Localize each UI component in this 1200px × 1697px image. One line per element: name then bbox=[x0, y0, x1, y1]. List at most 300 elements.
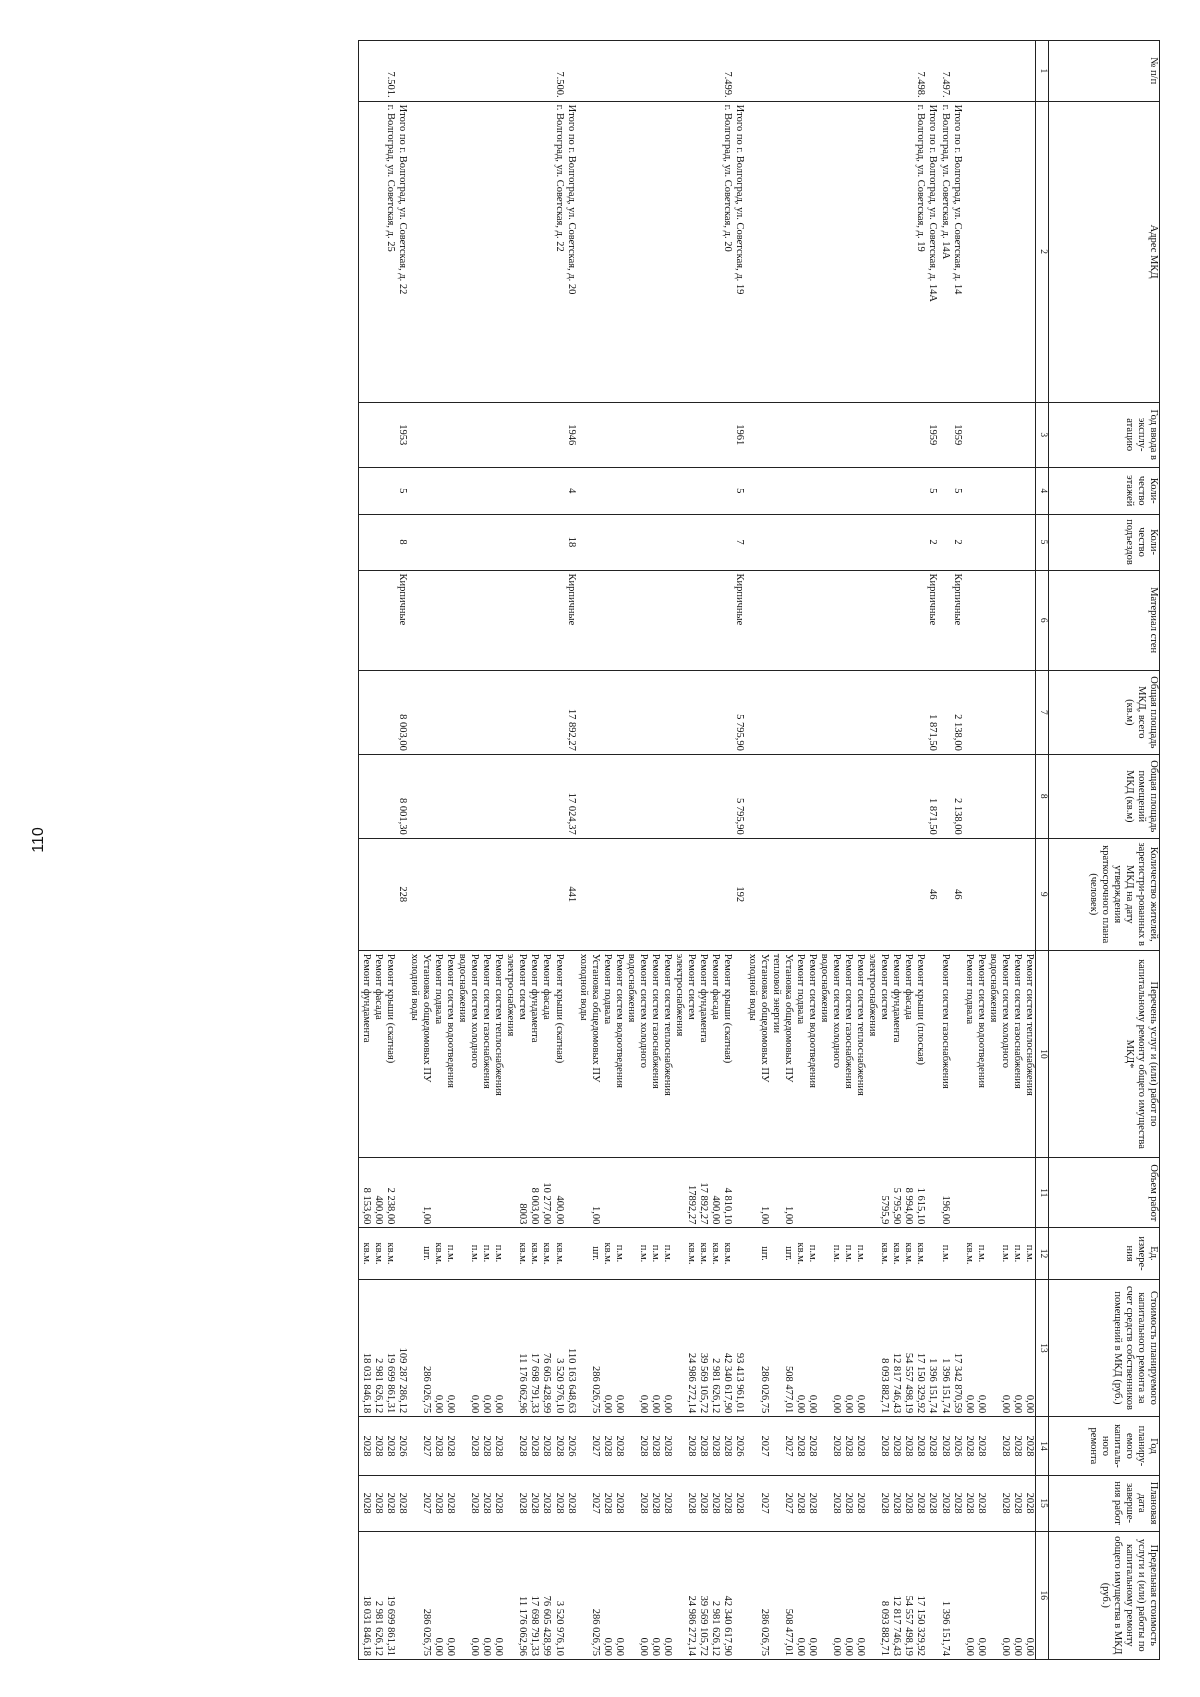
row-number-cell bbox=[890, 41, 902, 102]
entrances-cell bbox=[601, 514, 613, 570]
max-cost-cell: 0,00 bbox=[492, 1531, 504, 1659]
table-row bbox=[830, 41, 842, 1660]
unit-cell: шт. bbox=[758, 1228, 770, 1279]
wall-material-cell bbox=[782, 570, 794, 670]
table-row bbox=[842, 41, 854, 1660]
total-area-cell bbox=[746, 670, 758, 754]
address-cell bbox=[589, 101, 601, 402]
floors-cell: 4 bbox=[565, 467, 577, 514]
address-cell bbox=[637, 101, 649, 402]
table-row bbox=[721, 41, 733, 1660]
wall-material-cell: Кирпичные bbox=[565, 570, 577, 670]
unit-cell bbox=[625, 1228, 637, 1279]
max-cost-cell: 0,00 bbox=[794, 1531, 806, 1659]
max-cost-cell bbox=[408, 1531, 420, 1659]
max-cost-cell: 8 093 882,71 bbox=[878, 1531, 890, 1659]
year-built-cell bbox=[528, 402, 540, 467]
work-type-cell: Ремонт систем газоснабжения bbox=[842, 950, 854, 1158]
row-number-cell bbox=[794, 41, 806, 102]
unit-cell: п.м. bbox=[999, 1228, 1011, 1279]
year-built-cell bbox=[661, 402, 673, 467]
planned-year-cell: 2028 bbox=[492, 1417, 504, 1475]
wall-material-cell bbox=[540, 570, 552, 670]
floors-cell bbox=[516, 467, 528, 514]
total-area-cell bbox=[854, 670, 866, 754]
premises-area-cell bbox=[504, 754, 516, 838]
table-row bbox=[866, 41, 878, 1660]
year-built-cell bbox=[359, 402, 372, 467]
repair-cost-cell: 286 026,75 bbox=[589, 1279, 601, 1417]
total-area-cell bbox=[528, 670, 540, 754]
address-cell: г. Волгоград, ул. Советская, д. 20 bbox=[721, 101, 733, 402]
work-type-cell: Ремонт систем bbox=[516, 950, 528, 1158]
entrances-cell bbox=[480, 514, 492, 570]
year-built-cell: 1953 bbox=[396, 402, 408, 467]
premises-area-cell bbox=[577, 754, 589, 838]
work-volume-cell: 1,00 bbox=[758, 1158, 770, 1228]
unit-cell: п.м. bbox=[468, 1228, 480, 1279]
planned-year-cell bbox=[746, 1417, 758, 1475]
row-number-cell bbox=[565, 41, 577, 102]
work-volume-cell bbox=[770, 1158, 782, 1228]
wall-material-cell bbox=[939, 570, 951, 670]
table-row bbox=[878, 41, 890, 1660]
year-built-cell bbox=[625, 402, 637, 467]
entrances-cell bbox=[577, 514, 589, 570]
planned-year-cell: 2027 bbox=[758, 1417, 770, 1475]
work-type-cell: Ремонт систем водоотведения bbox=[613, 950, 625, 1158]
max-cost-cell bbox=[504, 1531, 516, 1659]
premises-area-cell bbox=[372, 754, 384, 838]
entrances-cell bbox=[1023, 514, 1036, 570]
planned-year-cell: 2028 bbox=[963, 1417, 975, 1475]
work-type-cell: Ремонт подвала bbox=[794, 950, 806, 1158]
work-type-cell: Ремонт систем теплоснабжения bbox=[492, 950, 504, 1158]
header-cell: Объем работ bbox=[1049, 1158, 1160, 1228]
wall-material-cell bbox=[794, 570, 806, 670]
header-cell: Адрес МКД bbox=[1049, 101, 1160, 402]
floors-cell bbox=[553, 467, 565, 514]
max-cost-cell bbox=[577, 1531, 589, 1659]
residents-cell bbox=[613, 838, 625, 950]
row-number-cell bbox=[830, 41, 842, 102]
repair-cost-cell bbox=[408, 1279, 420, 1417]
entrances-cell bbox=[420, 514, 432, 570]
premises-area-cell bbox=[806, 754, 818, 838]
total-area-cell bbox=[987, 670, 999, 754]
work-volume-cell: 5795,9 bbox=[878, 1158, 890, 1228]
repair-cost-cell bbox=[746, 1279, 758, 1417]
header-cell: Коли-чество этажей bbox=[1049, 467, 1160, 514]
max-cost-cell: 0,00 bbox=[975, 1531, 987, 1659]
address-cell bbox=[1011, 101, 1023, 402]
unit-cell bbox=[746, 1228, 758, 1279]
unit-cell: п.м. bbox=[661, 1228, 673, 1279]
completion-year-cell: 2028 bbox=[432, 1475, 444, 1531]
completion-year-cell: 2028 bbox=[878, 1475, 890, 1531]
premises-area-cell bbox=[987, 754, 999, 838]
max-cost-cell bbox=[866, 1531, 878, 1659]
wall-material-cell bbox=[854, 570, 866, 670]
planned-year-cell: 2028 bbox=[1011, 1417, 1023, 1475]
premises-area-cell bbox=[890, 754, 902, 838]
total-area-cell bbox=[456, 670, 468, 754]
column-number: 4 bbox=[1036, 467, 1049, 514]
work-type-cell: Ремонт систем водоотведения bbox=[975, 950, 987, 1158]
completion-year-cell: 2028 bbox=[709, 1475, 721, 1531]
table-row bbox=[1023, 41, 1036, 1660]
completion-year-cell: 2028 bbox=[999, 1475, 1011, 1531]
premises-area-cell bbox=[384, 754, 396, 838]
planned-year-cell: 2028 bbox=[516, 1417, 528, 1475]
year-built-cell bbox=[890, 402, 902, 467]
work-type-cell: Ремонт систем холодного bbox=[999, 950, 1011, 1158]
total-area-cell bbox=[480, 670, 492, 754]
floors-cell bbox=[963, 467, 975, 514]
planned-year-cell: 2028 bbox=[830, 1417, 842, 1475]
repair-cost-cell: 0,00 bbox=[468, 1279, 480, 1417]
residents-cell bbox=[902, 838, 914, 950]
entrances-cell bbox=[456, 514, 468, 570]
residents-cell: 228 bbox=[396, 838, 408, 950]
row-number-cell bbox=[902, 41, 914, 102]
residents-cell bbox=[975, 838, 987, 950]
completion-year-cell: 2028 bbox=[372, 1475, 384, 1531]
year-built-cell bbox=[709, 402, 721, 467]
work-volume-cell bbox=[577, 1158, 589, 1228]
entrances-cell bbox=[649, 514, 661, 570]
address-cell bbox=[842, 101, 854, 402]
max-cost-cell: 12 817 746,43 bbox=[890, 1531, 902, 1659]
column-number-row bbox=[1036, 41, 1049, 1660]
premises-area-cell bbox=[721, 754, 733, 838]
completion-year-cell: 2027 bbox=[420, 1475, 432, 1531]
address-cell bbox=[516, 101, 528, 402]
entrances-cell bbox=[613, 514, 625, 570]
total-area-cell bbox=[408, 670, 420, 754]
year-built-cell: 1959 bbox=[951, 402, 963, 467]
work-volume-cell bbox=[456, 1158, 468, 1228]
residents-cell bbox=[540, 838, 552, 950]
residents-cell bbox=[673, 838, 685, 950]
address-cell: Итого по г. Волгоград, ул. Советская, д. 14А bbox=[926, 101, 938, 402]
work-type-cell: Ремонт фундамента bbox=[890, 950, 902, 1158]
row-number-cell: 7.498. bbox=[914, 41, 926, 102]
planned-year-cell: 2028 bbox=[854, 1417, 866, 1475]
work-volume-cell bbox=[396, 1158, 408, 1228]
header-cell: Год планиру-емого капиталь-ного ремонта bbox=[1049, 1417, 1160, 1475]
unit-cell: кв.м. bbox=[878, 1228, 890, 1279]
unit-cell: п.м. bbox=[842, 1228, 854, 1279]
table-row bbox=[818, 41, 830, 1660]
unit-cell bbox=[565, 1228, 577, 1279]
completion-year-cell: 2028 bbox=[516, 1475, 528, 1531]
work-volume-cell: 8 153,60 bbox=[359, 1158, 372, 1228]
row-number-cell bbox=[1023, 41, 1036, 102]
max-cost-cell: 1 396 151,74 bbox=[939, 1531, 951, 1659]
planned-year-cell: 2028 bbox=[432, 1417, 444, 1475]
premises-area-cell bbox=[842, 754, 854, 838]
address-cell: г. Волгоград, ул. Советская, д. 25 bbox=[384, 101, 396, 402]
floors-cell bbox=[830, 467, 842, 514]
table-row bbox=[408, 41, 420, 1660]
table-row bbox=[577, 41, 589, 1660]
residents-cell bbox=[528, 838, 540, 950]
column-number: 10 bbox=[1036, 950, 1049, 1158]
column-number: 11 bbox=[1036, 1158, 1049, 1228]
column-number: 9 bbox=[1036, 838, 1049, 950]
address-cell: г. Волгоград, ул. Советская, д. 22 bbox=[553, 101, 565, 402]
work-type-cell: Ремонт систем теплоснабжения bbox=[854, 950, 866, 1158]
address-cell: Итого по г. Волгоград, ул. Советская, д. 14 bbox=[951, 101, 963, 402]
work-volume-cell bbox=[601, 1158, 613, 1228]
premises-area-cell bbox=[999, 754, 1011, 838]
floors-cell bbox=[770, 467, 782, 514]
entrances-cell bbox=[721, 514, 733, 570]
work-volume-cell bbox=[854, 1158, 866, 1228]
planned-year-cell: 2028 bbox=[914, 1417, 926, 1475]
planned-year-cell: 2028 bbox=[721, 1417, 733, 1475]
repair-cost-cell: 0,00 bbox=[854, 1279, 866, 1417]
header-cell: Перечень услуг и (или) работ по капитальному ремонту общего имущества МКД* bbox=[1049, 950, 1160, 1158]
row-number-cell bbox=[987, 41, 999, 102]
table-row bbox=[770, 41, 782, 1660]
unit-cell bbox=[673, 1228, 685, 1279]
planned-year-cell: 2028 bbox=[637, 1417, 649, 1475]
row-number-cell bbox=[649, 41, 661, 102]
table-row bbox=[480, 41, 492, 1660]
completion-year-cell: 2028 bbox=[601, 1475, 613, 1531]
residents-cell bbox=[685, 838, 697, 950]
table-row bbox=[758, 41, 770, 1660]
table-row bbox=[528, 41, 540, 1660]
table-row bbox=[504, 41, 516, 1660]
address-cell: Итого по г. Волгоград, ул. Советская, д. 19 bbox=[733, 101, 745, 402]
column-number: 8 bbox=[1036, 754, 1049, 838]
completion-year-cell bbox=[818, 1475, 830, 1531]
address-cell bbox=[830, 101, 842, 402]
entrances-cell: 7 bbox=[733, 514, 745, 570]
address-cell bbox=[468, 101, 480, 402]
row-number-cell bbox=[408, 41, 420, 102]
unit-cell: п.м. bbox=[975, 1228, 987, 1279]
residents-cell bbox=[625, 838, 637, 950]
max-cost-cell: 0,00 bbox=[1011, 1531, 1023, 1659]
premises-area-cell: 2 138,00 bbox=[951, 754, 963, 838]
total-area-cell: 5 795,90 bbox=[733, 670, 745, 754]
wall-material-cell bbox=[359, 570, 372, 670]
premises-area-cell bbox=[1023, 754, 1036, 838]
row-number-cell bbox=[999, 41, 1011, 102]
completion-year-cell bbox=[625, 1475, 637, 1531]
max-cost-cell: 0,00 bbox=[806, 1531, 818, 1659]
entrances-cell bbox=[359, 514, 372, 570]
work-type-cell: Ремонт систем холодного bbox=[468, 950, 480, 1158]
header-cell: Плановая дата заверше-ния работ bbox=[1049, 1475, 1160, 1531]
work-type-cell bbox=[396, 950, 408, 1158]
address-cell bbox=[492, 101, 504, 402]
floors-cell bbox=[372, 467, 384, 514]
year-built-cell bbox=[492, 402, 504, 467]
completion-year-cell: 2028 bbox=[553, 1475, 565, 1531]
work-type-cell: Установка общедомовых ПУ bbox=[420, 950, 432, 1158]
total-area-cell bbox=[685, 670, 697, 754]
premises-area-cell bbox=[601, 754, 613, 838]
premises-area-cell bbox=[1011, 754, 1023, 838]
floors-cell bbox=[794, 467, 806, 514]
planned-year-cell: 2028 bbox=[842, 1417, 854, 1475]
work-type-cell: Ремонт крыши (скатная) bbox=[553, 950, 565, 1158]
unit-cell: п.м. bbox=[480, 1228, 492, 1279]
work-volume-cell bbox=[987, 1158, 999, 1228]
row-number-cell bbox=[673, 41, 685, 102]
total-area-cell bbox=[1011, 670, 1023, 754]
row-number-cell bbox=[975, 41, 987, 102]
address-cell bbox=[697, 101, 709, 402]
unit-cell: шт. bbox=[589, 1228, 601, 1279]
total-area-cell bbox=[625, 670, 637, 754]
work-type-cell: холодной воды bbox=[577, 950, 589, 1158]
address-cell bbox=[420, 101, 432, 402]
max-cost-cell: 17 698 791,33 bbox=[528, 1531, 540, 1659]
wall-material-cell: Кирпичные bbox=[926, 570, 938, 670]
max-cost-cell bbox=[673, 1531, 685, 1659]
premises-area-cell: 17 024,37 bbox=[565, 754, 577, 838]
work-type-cell: электроснабжения bbox=[866, 950, 878, 1158]
max-cost-cell bbox=[565, 1531, 577, 1659]
premises-area-cell bbox=[359, 754, 372, 838]
wall-material-cell bbox=[408, 570, 420, 670]
work-volume-cell: 400,00 bbox=[553, 1158, 565, 1228]
work-type-cell: Установка общедомовых ПУ bbox=[782, 950, 794, 1158]
work-type-cell: водоснабжения bbox=[625, 950, 637, 1158]
premises-area-cell bbox=[939, 754, 951, 838]
wall-material-cell: Кирпичные bbox=[951, 570, 963, 670]
premises-area-cell bbox=[625, 754, 637, 838]
max-cost-cell: 54 557 498,19 bbox=[902, 1531, 914, 1659]
work-volume-cell: 10 277,00 bbox=[540, 1158, 552, 1228]
work-type-cell: Ремонт фундамента bbox=[697, 950, 709, 1158]
floors-cell bbox=[408, 467, 420, 514]
row-number-cell bbox=[504, 41, 516, 102]
unit-cell bbox=[396, 1228, 408, 1279]
year-built-cell bbox=[806, 402, 818, 467]
row-number-cell bbox=[806, 41, 818, 102]
work-type-cell: Ремонт фасада bbox=[372, 950, 384, 1158]
unit-cell: шт. bbox=[420, 1228, 432, 1279]
table-row bbox=[697, 41, 709, 1660]
work-type-cell: Ремонт систем газоснабжения bbox=[649, 950, 661, 1158]
completion-year-cell: 2028 bbox=[649, 1475, 661, 1531]
entrances-cell: 2 bbox=[926, 514, 938, 570]
year-built-cell bbox=[540, 402, 552, 467]
address-cell: г. Волгоград, ул. Советская, д. 14А bbox=[939, 101, 951, 402]
repair-cost-cell: 18 031 846,18 bbox=[359, 1279, 372, 1417]
residents-cell bbox=[721, 838, 733, 950]
year-built-cell bbox=[553, 402, 565, 467]
year-built-cell bbox=[721, 402, 733, 467]
total-area-cell bbox=[866, 670, 878, 754]
work-type-cell: электроснабжения bbox=[673, 950, 685, 1158]
repair-cost-cell: 17 342 870,59 bbox=[951, 1279, 963, 1417]
work-type-cell: Ремонт систем bbox=[878, 950, 890, 1158]
address-cell bbox=[902, 101, 914, 402]
total-area-cell bbox=[939, 670, 951, 754]
residents-cell bbox=[384, 838, 396, 950]
row-number-cell bbox=[372, 41, 384, 102]
work-type-cell: Ремонт систем bbox=[685, 950, 697, 1158]
address-cell: Итого по г. Волгоград, ул. Советская, д. 22 bbox=[396, 101, 408, 402]
entrances-cell bbox=[553, 514, 565, 570]
work-volume-cell: 8 003,00 bbox=[528, 1158, 540, 1228]
floors-cell bbox=[468, 467, 480, 514]
total-area-cell: 8 003,00 bbox=[396, 670, 408, 754]
total-area-cell bbox=[372, 670, 384, 754]
address-cell bbox=[625, 101, 637, 402]
row-number-cell bbox=[709, 41, 721, 102]
max-cost-cell: 0,00 bbox=[999, 1531, 1011, 1659]
repair-cost-cell: 24 986 272,14 bbox=[685, 1279, 697, 1417]
planned-year-cell: 2028 bbox=[999, 1417, 1011, 1475]
row-number-cell bbox=[746, 41, 758, 102]
work-volume-cell: 17892,27 bbox=[685, 1158, 697, 1228]
total-area-cell bbox=[806, 670, 818, 754]
entrances-cell bbox=[854, 514, 866, 570]
total-area-cell bbox=[673, 670, 685, 754]
entrances-cell: 2 bbox=[951, 514, 963, 570]
address-cell: г. Волгоград, ул. Советская, д. 19 bbox=[914, 101, 926, 402]
work-volume-cell bbox=[673, 1158, 685, 1228]
planned-year-cell: 2028 bbox=[528, 1417, 540, 1475]
entrances-cell bbox=[444, 514, 456, 570]
repair-cost-cell: 0,00 bbox=[806, 1279, 818, 1417]
table-row bbox=[963, 41, 975, 1660]
max-cost-cell: 0,00 bbox=[649, 1531, 661, 1659]
repair-cost-cell: 0,00 bbox=[649, 1279, 661, 1417]
row-number-cell bbox=[818, 41, 830, 102]
row-number-cell bbox=[697, 41, 709, 102]
entrances-cell bbox=[540, 514, 552, 570]
unit-cell: п.м. bbox=[613, 1228, 625, 1279]
total-row bbox=[926, 41, 938, 1660]
work-type-cell: Ремонт систем холодного bbox=[830, 950, 842, 1158]
wall-material-cell bbox=[914, 570, 926, 670]
floors-cell bbox=[709, 467, 721, 514]
year-built-cell bbox=[770, 402, 782, 467]
completion-year-cell: 2028 bbox=[854, 1475, 866, 1531]
max-cost-cell: 42 340 617,90 bbox=[721, 1531, 733, 1659]
floors-cell bbox=[359, 467, 372, 514]
residents-cell bbox=[782, 838, 794, 950]
wall-material-cell bbox=[709, 570, 721, 670]
repair-cost-cell: 0,00 bbox=[432, 1279, 444, 1417]
repair-cost-cell: 17 698 791,33 bbox=[528, 1279, 540, 1417]
premises-area-cell bbox=[468, 754, 480, 838]
address-cell bbox=[854, 101, 866, 402]
table-row bbox=[468, 41, 480, 1660]
table-row bbox=[854, 41, 866, 1660]
floors-cell bbox=[697, 467, 709, 514]
row-number-cell bbox=[589, 41, 601, 102]
entrances-cell bbox=[709, 514, 721, 570]
floors-cell bbox=[878, 467, 890, 514]
wall-material-cell bbox=[866, 570, 878, 670]
work-volume-cell bbox=[926, 1158, 938, 1228]
entrances-cell bbox=[770, 514, 782, 570]
wall-material-cell bbox=[770, 570, 782, 670]
premises-area-cell bbox=[685, 754, 697, 838]
completion-year-cell: 2028 bbox=[480, 1475, 492, 1531]
